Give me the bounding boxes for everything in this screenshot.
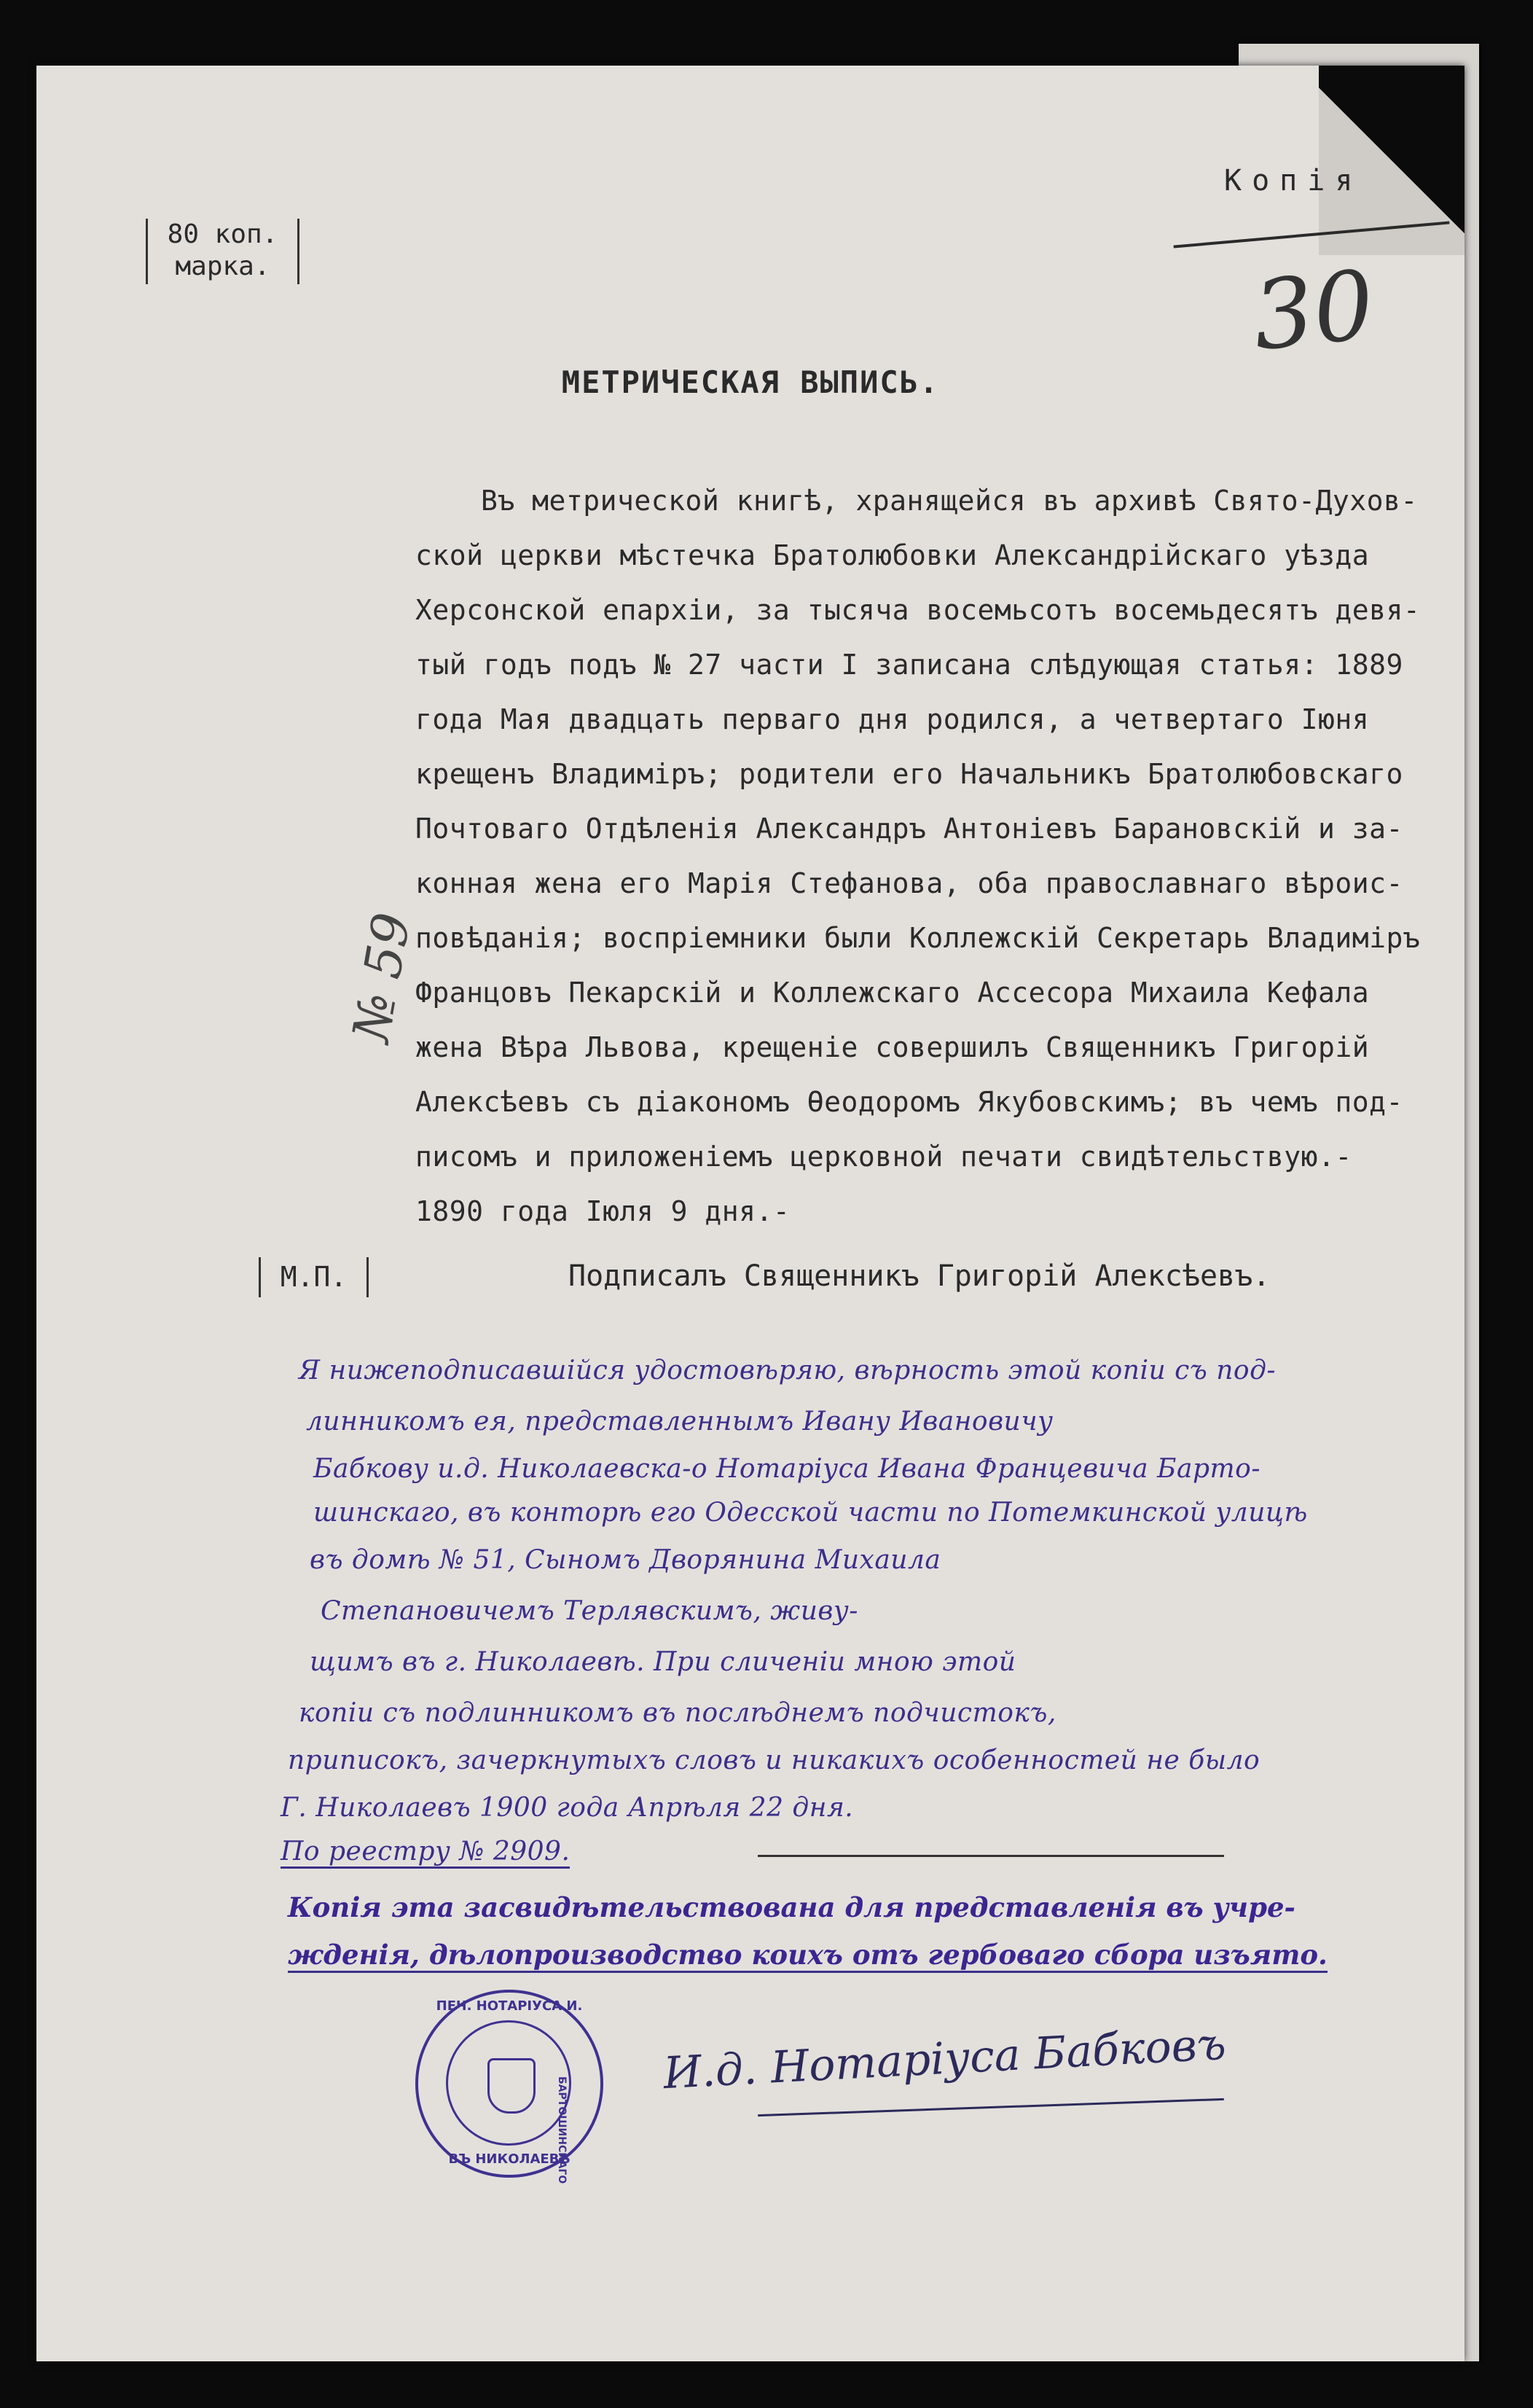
coat-of-arms-icon	[487, 2058, 536, 2114]
body-line: Почтоваго Отдѣленія Александръ Антоніевъ Барановскій и за-	[415, 813, 1403, 845]
copy-label: Копія	[1224, 164, 1363, 198]
body-line: года Мая двадцать перваго дня родился, а четвертаго Іюня	[415, 703, 1370, 735]
body-line: Францовъ Пекарскій и Коллежскаго Ассесора Михаила Кефала	[415, 977, 1370, 1009]
body-line: 1890 года Іюля 9 дня.-	[415, 1195, 791, 1227]
signed-by-line: Подписалъ Священникъ Григорій Алексѣевъ.	[568, 1259, 1271, 1293]
seal-bottom-text: ВЪ НИКОЛАЕВѢ	[448, 2151, 571, 2167]
body-line: Херсонской епархіи, за тысяча восемьсотъ восемьдесятъ девя-	[415, 594, 1421, 626]
document-title: МЕТРИЧЕСКАЯ ВЫПИСЬ.	[561, 364, 940, 400]
stamp-value: 80 коп.	[167, 219, 278, 249]
seal-place-mark: М.П.	[259, 1257, 369, 1297]
registry-number: По реестру № 2909.	[281, 1837, 570, 1869]
body-line: жена Вѣра Львова, крещеніе совершилъ Священникъ Григорій	[415, 1031, 1370, 1063]
body-line: конная жена его Марія Стефанова, оба православнаго вѣроис-	[415, 867, 1403, 899]
notary-seal	[415, 1990, 603, 2184]
notary-date-line: Г. Николаевъ 1900 года Апрѣля 22 дня.	[281, 1793, 854, 1823]
notary-line: приписокъ, зачеркнутыхъ словъ и никакихъ особенностей не было	[288, 1746, 1260, 1775]
body-line: тый годъ подъ № 27 части I записана слѣдующая статья: 1889	[415, 649, 1403, 681]
notary-line: шинскаго, въ конторѣ его Одесской части по Потемкинской улицѣ	[313, 1498, 1308, 1528]
signature-underline	[758, 2098, 1224, 2116]
body-line: крещенъ Владиміръ; родители его Начальникъ Братолюбовскаго	[415, 758, 1403, 790]
body-line: ской церкви мѣстечка Братолюбовки Александрійскаго уѣзда	[415, 539, 1370, 571]
notary-line: копіи съ подлинникомъ въ послѣднемъ подчистокъ,	[299, 1698, 1056, 1728]
seal-top-text: ПЕЧ. НОТАРІУСА И.	[436, 1998, 583, 2014]
body-line: писомъ и приложеніемъ церковной печати свидѣтельствую.-	[415, 1141, 1352, 1173]
notary-signature: И.д. Нотаріуса Бабковъ	[662, 2018, 1228, 2100]
notary-line: Я нижеподписавшійся удостовѣряю, вѣрность этой копіи съ под-	[299, 1356, 1277, 1385]
sheet-number: 30	[1247, 249, 1379, 372]
body-line: повѣданія; воспріемники были Коллежскій Секретарь Владиміръ	[415, 922, 1421, 954]
seal-right-text: БАРТОШИНСКАГО	[556, 2076, 568, 2184]
stamp-duty-box	[146, 219, 299, 284]
stamp-label: марка.	[175, 251, 270, 281]
stamp-note-line: Копія эта засвидѣтельствована для представленія въ учре-	[288, 1891, 1295, 1923]
notary-line: щимъ въ г. Николаевѣ. При сличеніи мною этой	[310, 1647, 1016, 1677]
notary-line: Бабкову и.д. Николаевска-о Нотаріуса Ивана Францевича Барто-	[313, 1454, 1260, 1484]
margin-number: № 59	[340, 908, 423, 1047]
document-page	[36, 66, 1465, 2361]
registry-dash	[758, 1855, 1224, 1857]
notary-line: въ домѣ № 51, Сыномъ Дворянина Михаила	[310, 1545, 941, 1575]
stamp-note-line: жденія, дѣлопроизводство коихъ отъ гербоваго сбора изъято.	[288, 1939, 1328, 1973]
body-line: Въ метрической книгѣ, хранящейся въ архивѣ Свято-Духов-	[481, 485, 1418, 517]
notary-line: Степановичемъ Терлявскимъ, живу-	[321, 1596, 858, 1626]
notary-line: линникомъ ея, представленнымъ Ивану Ивановичу	[306, 1407, 1054, 1436]
body-line: Алексѣевъ съ діакономъ Ѳеодоромъ Якубовскимъ; въ чемъ под-	[415, 1086, 1403, 1118]
